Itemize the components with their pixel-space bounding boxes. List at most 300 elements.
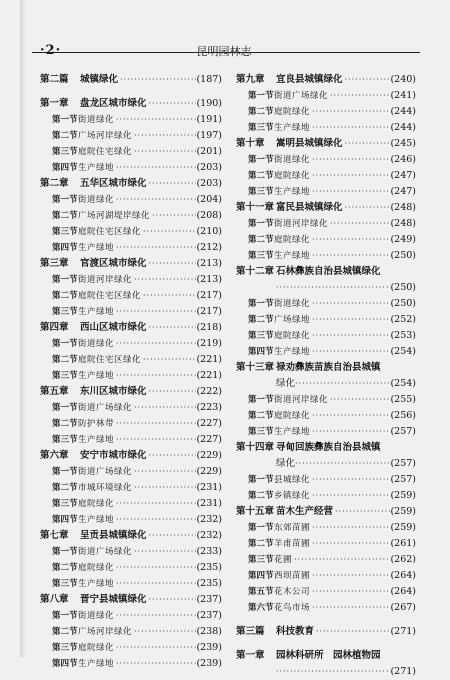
- toc-leader-dots: [310, 168, 390, 184]
- toc-leader-dots: [141, 352, 196, 368]
- toc-leader-dots: [132, 544, 196, 560]
- toc-entry-page: (221): [196, 370, 222, 381]
- toc-entry-title: 庭院住宅绿化: [78, 147, 133, 157]
- toc-entry-page: (210): [196, 226, 222, 237]
- toc-entry-page: (190): [196, 98, 222, 109]
- toc-entry-title: 街道河岸绿化: [78, 275, 133, 285]
- toc-entry-cont: [236, 456, 416, 472]
- toc-leader-dots: [310, 232, 390, 248]
- toc-leader-dots: [132, 400, 196, 416]
- toc-entry-page: (223): [196, 402, 222, 413]
- toc-entry-page: (233): [196, 546, 222, 557]
- toc-entry-number: 第三节: [52, 643, 78, 653]
- toc-leader-dots: [114, 368, 196, 384]
- toc-entry-page: (219): [196, 338, 222, 349]
- book-title: 昆明园林志: [196, 45, 252, 58]
- toc-entry-sec: [236, 232, 416, 248]
- toc-entry-title: 绿化: [276, 378, 296, 389]
- toc-entry-title: 寻甸回族彝族自治县城镇: [276, 442, 381, 453]
- toc-entry-page: (201): [196, 146, 222, 157]
- toc-entry-number: 第一节: [248, 475, 274, 485]
- toc-leader-dots: [147, 256, 197, 272]
- toc-entry-page: (255): [390, 394, 416, 405]
- toc-entry-sec: [40, 304, 222, 320]
- toc-entry-number: 第一节: [52, 547, 78, 557]
- toc-entry-sec: [40, 656, 222, 672]
- toc-entry-page: (227): [196, 434, 222, 445]
- toc-entry-title: 乡镇绿化: [274, 491, 311, 501]
- toc-entry-cont: [236, 280, 416, 296]
- toc-entry-title: 生产绿地: [78, 371, 115, 381]
- toc-entry-title: 庭院住宅区绿化: [78, 291, 142, 301]
- toc-leader-dots: [114, 192, 196, 208]
- toc-entry-page: (221): [196, 354, 222, 365]
- toc-entry-sec: [236, 328, 416, 344]
- toc-entry-chap: [236, 136, 416, 152]
- toc-leader-dots: [114, 608, 196, 624]
- toc-entry-sec: [236, 248, 416, 264]
- toc-entry-title: 街道绿化: [274, 155, 311, 165]
- toc-leader-dots: [147, 384, 197, 400]
- toc-entry-sec: [40, 368, 222, 384]
- toc-entry-sec: [40, 128, 222, 144]
- toc-entry-part: [236, 624, 416, 640]
- toc-entry-title: 街道绿化: [78, 195, 115, 205]
- toc-leader-dots: [114, 432, 196, 448]
- toc-entry-chap: [236, 264, 416, 280]
- toc-entry-number: 第一节: [248, 523, 274, 533]
- toc-entry-title: 花鸟市场: [274, 603, 311, 613]
- toc-entry-number: 第十一章: [236, 202, 275, 213]
- toc-entry-page: (239): [196, 658, 222, 669]
- toc-entry-number: 第二节: [248, 411, 274, 421]
- toc-entry-number: 第三节: [248, 427, 274, 437]
- toc-entry-title: 庭院绿化: [274, 235, 311, 245]
- toc-entry-sec: [236, 120, 416, 136]
- toc-leader-dots: [310, 424, 390, 440]
- toc-entry-sec: [40, 192, 222, 208]
- toc-entry-number: 第六节: [248, 603, 274, 613]
- toc-entry-page: (262): [390, 554, 416, 565]
- toc-entry-sec: [40, 240, 222, 256]
- toc-entry-sec: [236, 408, 416, 424]
- toc-entry-sec: [236, 568, 416, 584]
- toc-entry-title: 晋宁县城镇绿化: [80, 594, 147, 605]
- toc-entry-number: 第四节: [52, 659, 78, 669]
- toc-entry-page: (191): [196, 114, 222, 125]
- toc-entry-title: 街道河岸绿化: [274, 219, 329, 229]
- toc-entry-number: 第一节: [52, 275, 78, 285]
- toc-entry-number: 第六章: [40, 450, 69, 461]
- toc-entry-number: 第三节: [52, 499, 78, 509]
- toc-leader-dots: [328, 88, 390, 104]
- toc-entry-page: (254): [390, 346, 416, 357]
- toc-entry-title: 苗木生产经营: [276, 506, 334, 517]
- toc-entry-number: 第十章: [236, 138, 265, 149]
- toc-entry-number: 第三节: [52, 147, 78, 157]
- page-header: [30, 10, 418, 58]
- toc-leader-dots: [314, 624, 390, 640]
- page-binding-edge: [20, 0, 26, 657]
- toc-entry-sec: [236, 104, 416, 120]
- toc-leader-dots: [292, 552, 390, 568]
- toc-leader-dots: [310, 520, 390, 536]
- toc-entry-number: 第四节: [52, 515, 78, 525]
- toc-entry-sec: [40, 608, 222, 624]
- toc-entry-sec: [236, 584, 416, 600]
- toc-entry-number: 第十五章: [236, 506, 275, 517]
- toc-entry-title: 庭院绿化: [274, 411, 311, 421]
- toc-entry-page: (247): [390, 170, 416, 181]
- toc-entry-page: (257): [390, 474, 416, 485]
- toc-entry-sec: [236, 536, 416, 552]
- toc-entry-number: 第一节: [248, 299, 274, 309]
- toc-entry-title: 花圃: [274, 555, 293, 565]
- toc-entry-title: 街道绿化: [274, 299, 311, 309]
- toc-leader-dots: [328, 392, 390, 408]
- toc-leader-dots: [310, 344, 390, 360]
- toc-leader-dots: [276, 280, 390, 296]
- toc-entry-number: 第二节: [52, 419, 78, 429]
- toc-entry-number: 第二节: [52, 627, 78, 637]
- toc-entry-chap: [40, 320, 222, 336]
- toc-entry-page: (222): [196, 386, 222, 397]
- toc-entry-sec: [40, 416, 222, 432]
- toc-entry-sec: [40, 352, 222, 368]
- toc-entry-sec: [40, 544, 222, 560]
- toc-entry-chap: [40, 176, 222, 192]
- toc-entry-number: 第四节: [52, 163, 78, 173]
- toc-leader-dots: [310, 488, 390, 504]
- toc-entry-page: (264): [390, 570, 416, 581]
- toc-entry-sec: [40, 464, 222, 480]
- toc-entry-number: 第二节: [248, 235, 274, 245]
- toc-entry-page: (237): [196, 594, 222, 605]
- toc-entry-sec: [236, 488, 416, 504]
- toc-entry-sec: [40, 336, 222, 352]
- toc-leader-dots: [310, 152, 390, 168]
- toc-entry-page: (231): [196, 482, 222, 493]
- toc-entry-number: 第二节: [52, 211, 78, 221]
- toc-entry-number: 第二节: [52, 131, 78, 141]
- toc-entry-title: 东川区城市绿化: [80, 386, 147, 397]
- toc-entry-sec: [236, 392, 416, 408]
- toc-leader-dots: [343, 136, 391, 152]
- toc-entry-page: (248): [390, 202, 416, 213]
- toc-entry-sec: [236, 152, 416, 168]
- toc-entry-number: 第七章: [40, 530, 69, 541]
- toc-entry-title: 生产绿地: [78, 307, 115, 317]
- toc-entry-page: (259): [390, 506, 416, 517]
- toc-entry-title: 富民县城镇绿化: [276, 202, 343, 213]
- toc-leader-dots: [310, 584, 390, 600]
- toc-entry-page: (203): [196, 162, 222, 173]
- toc-entry-chap: [40, 384, 222, 400]
- toc-leader-dots: [114, 160, 196, 176]
- toc-entry-page: (244): [390, 106, 416, 117]
- toc-leader-dots: [141, 288, 196, 304]
- toc-entry-page: (254): [390, 378, 416, 389]
- toc-entry-number: 第三节: [248, 123, 274, 133]
- toc-entry-number: 第三节: [52, 307, 78, 317]
- toc-entry-sec: [40, 480, 222, 496]
- toc-entry-chap: [40, 448, 222, 464]
- toc-entry-page: (259): [390, 490, 416, 501]
- toc-entry-number: 第一节: [248, 219, 274, 229]
- toc-entry-title: 街道绿化: [78, 611, 115, 621]
- toc-entry-page: (235): [196, 578, 222, 589]
- toc-entry-sec: [40, 640, 222, 656]
- toc-leader-dots: [310, 312, 390, 328]
- toc-entry-chap: [236, 440, 416, 456]
- toc-entry-sec: [40, 112, 222, 128]
- toc-entry-title: 生产绿地: [78, 163, 115, 173]
- toc-entry-title: 广场河湖堤岸绿化: [78, 211, 151, 221]
- toc-entry-sec: [236, 520, 416, 536]
- toc-entry-page: (250): [390, 250, 416, 261]
- toc-entry-number: 第一章: [40, 98, 69, 109]
- toc-entry-number: 第二节: [248, 171, 274, 181]
- toc-entry-cont: [236, 664, 416, 680]
- toc-entry-title: 生产绿地: [78, 659, 115, 669]
- toc-entry-sec: [236, 88, 416, 104]
- toc-entry-sec: [40, 560, 222, 576]
- toc-entry-sec: [236, 552, 416, 568]
- toc-entry-sec: [236, 312, 416, 328]
- toc-leader-dots: [295, 456, 390, 472]
- toc-entry-page: (229): [196, 466, 222, 477]
- toc-entry-title: 生产绿地: [274, 187, 311, 197]
- toc-entry-number: 第三节: [248, 331, 274, 341]
- toc-leader-dots: [118, 72, 196, 88]
- toc-leader-dots: [147, 528, 197, 544]
- toc-entry-title: 市城环境绿化: [78, 483, 133, 493]
- toc-entry-number: 第九章: [236, 74, 265, 85]
- toc-entry-title: 西山区城市绿化: [80, 322, 147, 333]
- toc-leader-dots: [310, 408, 390, 424]
- toc-entry-title: 庭院绿化: [78, 499, 115, 509]
- toc-entry-sec: [40, 576, 222, 592]
- toc-entry-number: 第五节: [248, 587, 274, 597]
- toc-entry-number: 第二节: [248, 491, 274, 501]
- toc-entry-sec: [40, 400, 222, 416]
- toc-entry-page: (235): [196, 562, 222, 573]
- toc-entry-number: 第一节: [52, 403, 78, 413]
- toc-entry-chap: [236, 200, 416, 216]
- toc-entry-chap: [40, 592, 222, 608]
- toc-entry-title: 庭院绿化: [274, 107, 311, 117]
- toc-entry-cont: [236, 376, 416, 392]
- toc-leader-dots: [147, 176, 197, 192]
- toc-entry-page: (261): [390, 538, 416, 549]
- toc-leader-dots: [132, 272, 196, 288]
- toc-leader-dots: [141, 224, 196, 240]
- toc-entry-title: 街道广场绿化: [78, 467, 133, 477]
- toc-entry-sec: [40, 272, 222, 288]
- toc-entry-title: 科技教育: [276, 626, 315, 637]
- toc-entry-title: 宜良县城镇绿化: [276, 74, 343, 85]
- toc-entry-page: (231): [196, 498, 222, 509]
- toc-entry-number: 第三篇: [236, 626, 265, 637]
- toc-entry-chap: [236, 72, 416, 88]
- toc-entry-sec: [236, 296, 416, 312]
- toc-entry-title: 石林彝族自治县城镇绿化: [276, 266, 381, 277]
- toc-entry-page: (204): [196, 194, 222, 205]
- toc-entry-chap: [236, 504, 416, 520]
- toc-leader-dots: [150, 208, 196, 224]
- toc-left-column: [40, 72, 222, 672]
- toc-entry-title: 生产绿地: [78, 515, 115, 525]
- toc-leader-dots: [310, 568, 390, 584]
- toc-entry-number: 第二章: [40, 178, 69, 189]
- toc-entry-chap: [40, 528, 222, 544]
- toc-leader-dots: [333, 504, 390, 520]
- toc-entry-page: (250): [390, 298, 416, 309]
- toc-entry-sec: [40, 160, 222, 176]
- toc-entry-sec: [236, 600, 416, 616]
- toc-entry-title: 安宁市城市绿化: [80, 450, 147, 461]
- toc-entry-page: (256): [390, 410, 416, 421]
- toc-leader-dots: [114, 336, 196, 352]
- toc-entry-title: 县城绿化: [274, 475, 311, 485]
- toc-entry-page: (267): [390, 602, 416, 613]
- toc-entry-title: 城镇绿化: [80, 74, 119, 85]
- toc-entry-part: [40, 72, 222, 88]
- toc-entry-page: (218): [196, 322, 222, 333]
- toc-leader-dots: [114, 640, 196, 656]
- toc-entry-title: 五华区城市绿化: [80, 178, 147, 189]
- toc-entry-title: 庭院绿化: [78, 563, 115, 573]
- toc-entry-number: 第四章: [40, 322, 69, 333]
- toc-entry-title: 庭院绿化: [78, 643, 115, 653]
- toc-entry-page: (213): [196, 258, 222, 269]
- toc-entry-page: (250): [390, 282, 416, 293]
- toc-leader-dots: [132, 480, 196, 496]
- toc-entry-number: 第二节: [52, 563, 78, 573]
- toc-entry-title: 生产绿地: [78, 243, 115, 253]
- toc-entry-number: 第三节: [52, 579, 78, 589]
- toc-leader-dots: [328, 216, 390, 232]
- toc-entry-sec: [40, 624, 222, 640]
- toc-leader-dots: [276, 664, 390, 680]
- toc-entry-sec: [40, 208, 222, 224]
- toc-leader-dots: [310, 472, 390, 488]
- toc-entry-title: 花木公司: [274, 587, 311, 597]
- toc-leader-dots: [147, 592, 197, 608]
- toc-entry-number: 第一章: [236, 650, 265, 661]
- toc-entry-sec: [236, 216, 416, 232]
- toc-entry-title: 广场绿地: [274, 315, 311, 325]
- toc-entry-number: 第一节: [52, 611, 78, 621]
- toc-entry-page: (212): [196, 242, 222, 253]
- toc-entry-title: 西坝苗圃: [274, 571, 311, 581]
- toc-entry-number: 第三节: [248, 555, 274, 565]
- toc-entry-page: (237): [196, 610, 222, 621]
- toc-entry-title: 生产绿地: [274, 347, 311, 357]
- toc-leader-dots: [114, 240, 196, 256]
- toc-entry-number: 第二节: [248, 107, 274, 117]
- toc-entry-page: (208): [196, 210, 222, 221]
- toc-entry-title: 生产绿地: [274, 123, 311, 133]
- toc-entry-page: (232): [196, 514, 222, 525]
- toc-entry-page: (253): [390, 330, 416, 341]
- toc-entry-number: 第三节: [52, 227, 78, 237]
- toc-entry-number: 第二节: [52, 483, 78, 493]
- toc-leader-dots: [147, 448, 197, 464]
- toc-entry-page: (252): [390, 314, 416, 325]
- toc-entry-chap: [40, 96, 222, 112]
- toc-leader-dots: [114, 496, 196, 512]
- toc-entry-title: 盘龙区城市绿化: [80, 98, 147, 109]
- toc-entry-page: (240): [390, 74, 416, 85]
- toc-entry-sec: [236, 184, 416, 200]
- toc-leader-dots: [310, 600, 390, 616]
- toc-entry-title: 东郊苗圃: [274, 523, 311, 533]
- toc-leader-dots: [310, 536, 390, 552]
- toc-entry-title: 呈贡县城镇绿化: [80, 530, 147, 541]
- toc-leader-dots: [147, 320, 197, 336]
- toc-entry-page: (257): [390, 458, 416, 469]
- toc-entry-number: 第三节: [248, 187, 274, 197]
- toc-leader-dots: [310, 184, 390, 200]
- toc-entry-number: 第一节: [248, 395, 274, 405]
- toc-entry-sec: [40, 224, 222, 240]
- toc-leader-dots: [310, 296, 390, 312]
- toc-entry-title: 生产绿地: [274, 251, 311, 261]
- toc-entry-page: (187): [196, 74, 222, 85]
- toc-leader-dots: [114, 416, 196, 432]
- toc-entry-title: 街道广场绿化: [78, 547, 133, 557]
- toc-entry-number: 第十三章: [236, 362, 275, 373]
- toc-entry-number: 第四节: [52, 243, 78, 253]
- toc-leader-dots: [132, 144, 196, 160]
- toc-entry-number: 第三章: [40, 258, 69, 269]
- toc-entry-title: 羊甫苗圃: [274, 539, 311, 549]
- toc-entry-number: 第二节: [248, 539, 274, 549]
- toc-entry-page: (244): [390, 122, 416, 133]
- toc-leader-dots: [132, 624, 196, 640]
- toc-entry-sec: [236, 424, 416, 440]
- toc-entry-page: (271): [390, 626, 416, 637]
- toc-leader-dots: [147, 96, 197, 112]
- toc-entry-page: (203): [196, 178, 222, 189]
- toc-entry-number: 第一节: [248, 155, 274, 165]
- toc-entry-sec: [236, 472, 416, 488]
- header-rule: [32, 52, 420, 53]
- toc-entry-page: (248): [390, 218, 416, 229]
- toc-entry-title: 庭院住宅区绿化: [78, 355, 142, 365]
- toc-leader-dots: [114, 560, 196, 576]
- toc-entry-title: 官渡区城市绿化: [80, 258, 147, 269]
- toc-entry-number: 第一节: [52, 467, 78, 477]
- toc-entry-page: (249): [390, 234, 416, 245]
- toc-entry-page: (271): [390, 666, 416, 677]
- toc-entry-chap: [40, 256, 222, 272]
- toc-entry-title: 生产绿地: [78, 435, 115, 445]
- toc-leader-dots: [114, 304, 196, 320]
- toc-entry-page: (247): [390, 186, 416, 197]
- toc-entry-page: (245): [390, 138, 416, 149]
- toc-entry-page: (257): [390, 426, 416, 437]
- toc-leader-dots: [310, 248, 390, 264]
- toc-leader-dots: [132, 128, 196, 144]
- toc-leader-dots: [343, 72, 391, 88]
- toc-entry-number: 第一节: [52, 115, 78, 125]
- toc-entry-title: 绿化: [276, 458, 296, 469]
- toc-leader-dots: [114, 512, 196, 528]
- toc-right-column: [236, 72, 416, 680]
- toc-entry-title: 街道绿化: [78, 339, 115, 349]
